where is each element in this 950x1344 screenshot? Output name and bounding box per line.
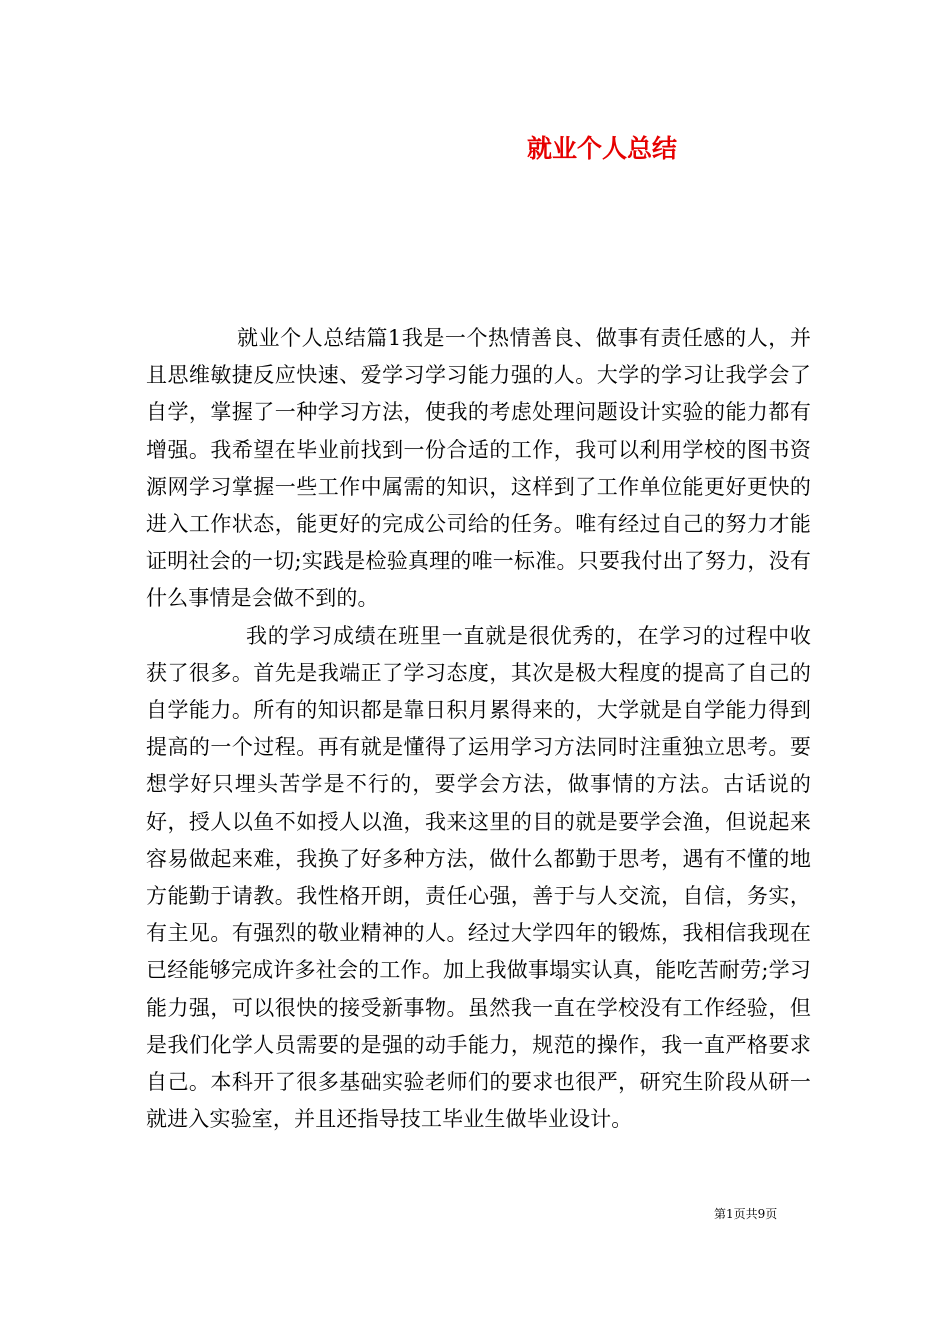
- page-number-footer: 第1页共9页: [714, 1207, 778, 1221]
- paragraph-1: 就业个人总结篇1我是一个热情善良、做事有责任感的人，并且思维敏捷反应快速、爱学习学习能力强的人。大学的学习让我学会了自学，掌握了一种学习方法，使我的考虑处理问题设计实验的能力都有增强。我希望在毕业前找到一份合适的工作，我可以利用学校的图书资源网学习掌握一些工作中属需的知识，这样到了工作单位能更好更快的进入工作状态，能更好的完成公司给的任务。唯有经过自己的努力才能证明社会的一切;实践是检验真理的唯一标准。只要我付出了努力，没有什么事情是会做不到的。: [146, 326, 811, 611]
- document-body: [146, 320, 811, 1138]
- paragraph-2: 我的学习成绩在班里一直就是很优秀的，在学习的过程中收获了很多。首先是我端正了学习态度，其次是极大程度的提高了自己的自学能力。所有的知识都是靠日积月累得来的，大学就是自学能力得到提高的一个过程。再有就是懂得了运用学习方法同时注重独立思考。要想学好只埋头苦学是不行的，要学会方法，做事情的方法。古话说的好，授人以鱼不如授人以渔，我来这里的目的就是要学会渔，但说起来容易做起来难，我换了好多种方法，做什么都勤于思考，遇有不懂的地方能勤于请教。我性格开朗，责任心强，善于与人交流，自信，务实，有主见。有强烈的敬业精神的人。经过大学四年的锻炼，我相信我现在已经能够完成许多社会的工作。加上我做事塌实认真，能吃苦耐劳;学习能力强，可以很快的接受新事物。虽然我一直在学校没有工作经验，但是我们化学人员需要的是强的动手能力，规范的操作，我一直严格要求自己。本科开了很多基础实验老师们的要求也很严，研究生阶段从研一就进入实验室，并且还指导技工毕业生做毕业设计。: [146, 623, 811, 1132]
- document-title: 就业个人总结: [527, 134, 678, 163]
